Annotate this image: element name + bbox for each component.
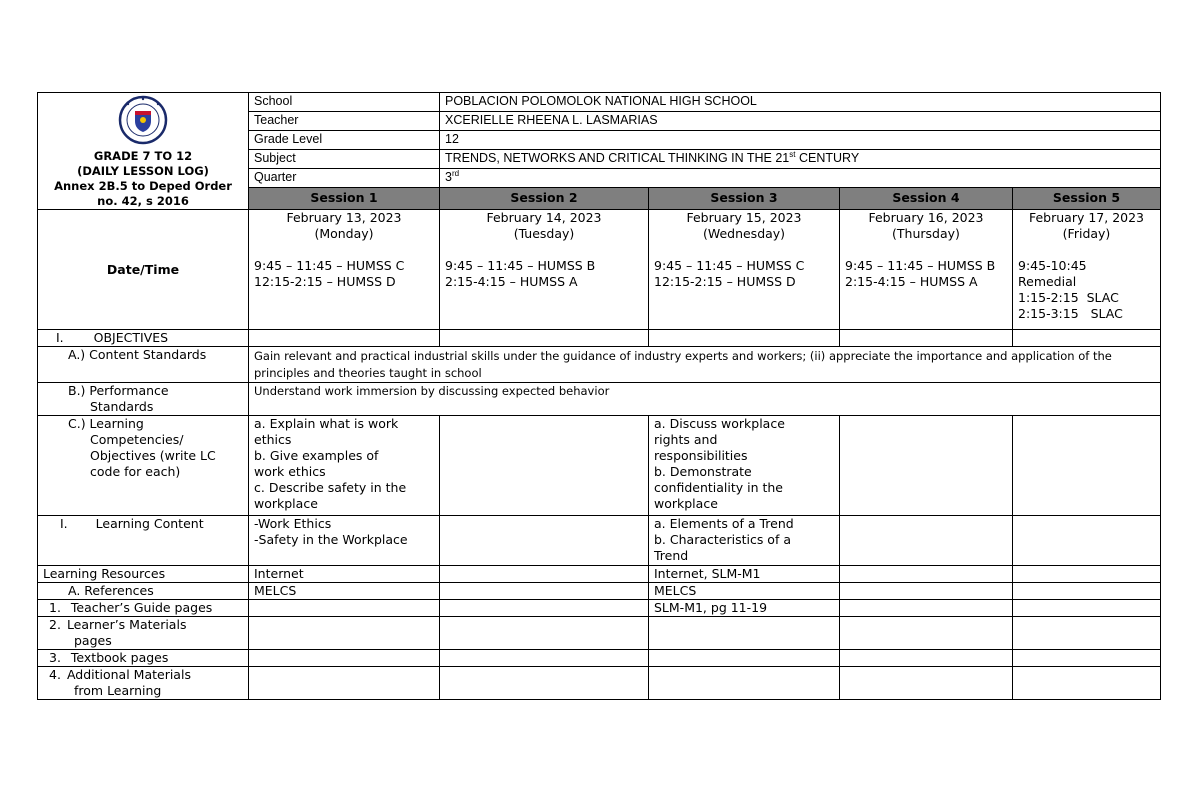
header-left-block — [38, 93, 249, 210]
empty-cell — [840, 667, 1013, 700]
competency-line: c. Describe safety in the — [254, 480, 407, 495]
objectives-title: OBJECTIVES — [93, 330, 169, 345]
content-line: b. Characteristics of a — [654, 532, 791, 547]
lesson-log-title: (DAILY LESSON LOG) — [77, 164, 209, 178]
competencies-label — [38, 416, 249, 516]
datetime-session-4 — [840, 210, 1013, 330]
school-label: School — [249, 93, 440, 112]
empty-cell — [249, 330, 440, 347]
learning-resources-label: Learning Resources — [38, 566, 249, 583]
item-label-cont: from Learning — [74, 683, 162, 698]
learning-content-session-3 — [649, 516, 840, 566]
time-slot: 1:15-2:15 SLAC — [1018, 290, 1119, 305]
empty-cell — [249, 617, 440, 650]
grade-level-label: Grade Level — [249, 130, 440, 149]
empty-cell — [1013, 330, 1161, 347]
performance-label-line: B.) Performance — [68, 383, 169, 398]
date: February 13, 2023 — [286, 210, 402, 225]
quarter-text: 3 — [445, 169, 452, 184]
weekday: (Wednesday) — [702, 226, 786, 241]
time-slot: 12:15-2:15 – HUMSS D — [254, 274, 396, 289]
content-standards-label: A.) Content Standards — [38, 347, 249, 383]
grade-title: GRADE 7 TO 12 — [93, 149, 193, 163]
content-line: -Work Ethics — [254, 516, 332, 531]
time-slot: 12:15-2:15 – HUMSS D — [654, 274, 796, 289]
competency-line: work ethics — [254, 464, 326, 479]
datetime-session-3 — [649, 210, 840, 330]
references-session-1: MELCS — [249, 583, 440, 600]
competencies-session-3 — [649, 416, 840, 516]
datetime-session-2 — [440, 210, 649, 330]
empty-cell — [249, 667, 440, 700]
competency-line: workplace — [654, 496, 718, 511]
quarter-sup: rd — [451, 168, 460, 178]
objectives-num: I. — [56, 330, 64, 345]
datetime-session-1 — [249, 210, 440, 330]
learners-materials-label — [38, 617, 249, 650]
empty-cell — [440, 600, 649, 617]
datetime-label: Date/Time — [38, 210, 249, 330]
empty-cell — [1013, 650, 1161, 667]
time-slot: 9:45 – 11:45 – HUMSS C — [654, 258, 805, 273]
performance-standards-value: Understand work immersion by discussing expected behavior — [249, 383, 1161, 416]
learning-content-label — [38, 516, 249, 566]
datetime-session-5 — [1013, 210, 1161, 330]
time-slot: 9:45-10:45 — [1018, 258, 1087, 273]
competency-line: a. Discuss workplace — [654, 416, 785, 431]
references-label: A. References — [38, 583, 249, 600]
resources-session-3: Internet, SLM-M1 — [649, 566, 840, 583]
time-slot: 9:45 – 11:45 – HUMSS B — [445, 258, 596, 273]
competencies-label-line: C.) Learning — [68, 416, 144, 431]
competency-line: ethics — [254, 432, 292, 447]
time-slot: Remedial — [1018, 274, 1077, 289]
item-num: 4. — [49, 667, 61, 682]
session-4-header: Session 4 — [840, 187, 1013, 209]
empty-cell — [249, 650, 440, 667]
session-5-header: Session 5 — [1013, 187, 1161, 209]
item-label: Textbook pages — [70, 650, 169, 665]
learning-content-num: I. — [60, 516, 68, 531]
session-3-header: Session 3 — [649, 187, 840, 209]
competency-line: a. Explain what is work — [254, 416, 399, 431]
empty-cell — [649, 650, 840, 667]
teachers-guide-label — [38, 600, 249, 617]
empty-cell — [649, 667, 840, 700]
item-label: Teacher’s Guide pages — [70, 600, 213, 615]
grade-level-value: 12 — [440, 130, 1161, 149]
empty-cell — [440, 566, 649, 583]
additional-materials-label — [38, 667, 249, 700]
time-slot: 2:15-3:15 SLAC — [1018, 306, 1123, 321]
quarter-label: Quarter — [249, 168, 440, 187]
content-standards-value: Gain relevant and practical industrial skills under the guidance of industry experts and workers; (ii) appreciate the importance and application of the principles and theories taught in school — [249, 347, 1161, 383]
empty-cell — [840, 617, 1013, 650]
empty-cell — [840, 516, 1013, 566]
empty-cell — [1013, 600, 1161, 617]
weekday: (Thursday) — [892, 226, 960, 241]
empty-cell — [1013, 667, 1161, 700]
weekday: (Tuesday) — [513, 226, 575, 241]
performance-label-line: Standards — [90, 399, 154, 414]
subject-label: Subject — [249, 149, 440, 168]
empty-cell — [840, 600, 1013, 617]
annex-text: Annex 2B.5 to Deped Order — [54, 179, 232, 193]
empty-cell — [440, 667, 649, 700]
empty-cell — [649, 617, 840, 650]
empty-cell — [840, 330, 1013, 347]
empty-cell — [440, 617, 649, 650]
competency-line: b. Demonstrate — [654, 464, 752, 479]
item-label-cont: pages — [74, 633, 112, 648]
empty-cell — [440, 416, 649, 516]
subject-sup: st — [789, 149, 796, 159]
time-slot: 9:45 – 11:45 – HUMSS B — [845, 258, 996, 273]
teachers-guide-session-3: SLM-M1, pg 11-19 — [649, 600, 840, 617]
daily-lesson-log-table — [37, 92, 1161, 700]
item-num: 2. — [49, 617, 61, 632]
references-session-3: MELCS — [649, 583, 840, 600]
empty-cell — [649, 330, 840, 347]
date: February 17, 2023 — [1028, 210, 1145, 225]
competency-line: workplace — [254, 496, 318, 511]
content-line: -Safety in the Workplace — [254, 532, 408, 547]
deped-seal-icon — [114, 95, 172, 145]
competencies-label-line: Objectives (write LC — [90, 448, 216, 463]
empty-cell — [1013, 566, 1161, 583]
objectives-heading — [38, 330, 249, 347]
weekday: (Monday) — [314, 226, 374, 241]
textbook-pages-label — [38, 650, 249, 667]
item-label: Learner’s Materials — [66, 617, 187, 632]
empty-cell — [440, 650, 649, 667]
teacher-label: Teacher — [249, 111, 440, 130]
empty-cell — [1013, 617, 1161, 650]
date: February 14, 2023 — [486, 210, 602, 225]
empty-cell — [440, 516, 649, 566]
item-num: 3. — [49, 650, 61, 665]
performance-standards-label — [38, 383, 249, 416]
session-1-header: Session 1 — [249, 187, 440, 209]
weekday: (Friday) — [1062, 226, 1111, 241]
time-slot: 2:15-4:15 – HUMSS A — [445, 274, 578, 289]
date: February 16, 2023 — [868, 210, 984, 225]
teacher-value: XCERIELLE RHEENA L. LASMARIAS — [440, 111, 1161, 130]
content-line: Trend — [654, 548, 689, 563]
competency-line: rights and — [654, 432, 718, 447]
empty-cell — [249, 600, 440, 617]
empty-cell — [1013, 516, 1161, 566]
item-num: 1. — [49, 600, 61, 615]
competency-line: b. Give examples of — [254, 448, 379, 463]
order-text: no. 42, s 2016 — [97, 194, 189, 208]
subject-text: TRENDS, NETWORKS AND CRITICAL THINKING IN THE 21 — [445, 150, 790, 165]
competencies-session-1 — [249, 416, 440, 516]
item-label: Additional Materials — [66, 667, 191, 682]
empty-cell — [440, 583, 649, 600]
time-slot: 9:45 – 11:45 – HUMSS C — [254, 258, 405, 273]
time-slot: 2:15-4:15 – HUMSS A — [845, 274, 978, 289]
subject-suffix: CENTURY — [795, 150, 860, 165]
resources-session-1: Internet — [249, 566, 440, 583]
empty-cell — [1013, 416, 1161, 516]
content-line: a. Elements of a Trend — [654, 516, 794, 531]
school-value: POBLACION POLOMOLOK NATIONAL HIGH SCHOOL — [440, 93, 1161, 112]
empty-cell — [840, 583, 1013, 600]
empty-cell — [840, 416, 1013, 516]
competencies-label-line: code for each) — [90, 464, 181, 479]
learning-content-session-1 — [249, 516, 440, 566]
quarter-value — [440, 168, 1161, 187]
competency-line: responsibilities — [654, 448, 748, 463]
subject-value — [440, 149, 1161, 168]
session-2-header: Session 2 — [440, 187, 649, 209]
empty-cell — [1013, 583, 1161, 600]
competencies-label-line: Competencies/ — [90, 432, 184, 447]
learning-content-title: Learning Content — [95, 516, 204, 531]
empty-cell — [440, 330, 649, 347]
empty-cell — [840, 566, 1013, 583]
competency-line: confidentiality in the — [654, 480, 783, 495]
empty-cell — [840, 650, 1013, 667]
date: February 15, 2023 — [686, 210, 802, 225]
